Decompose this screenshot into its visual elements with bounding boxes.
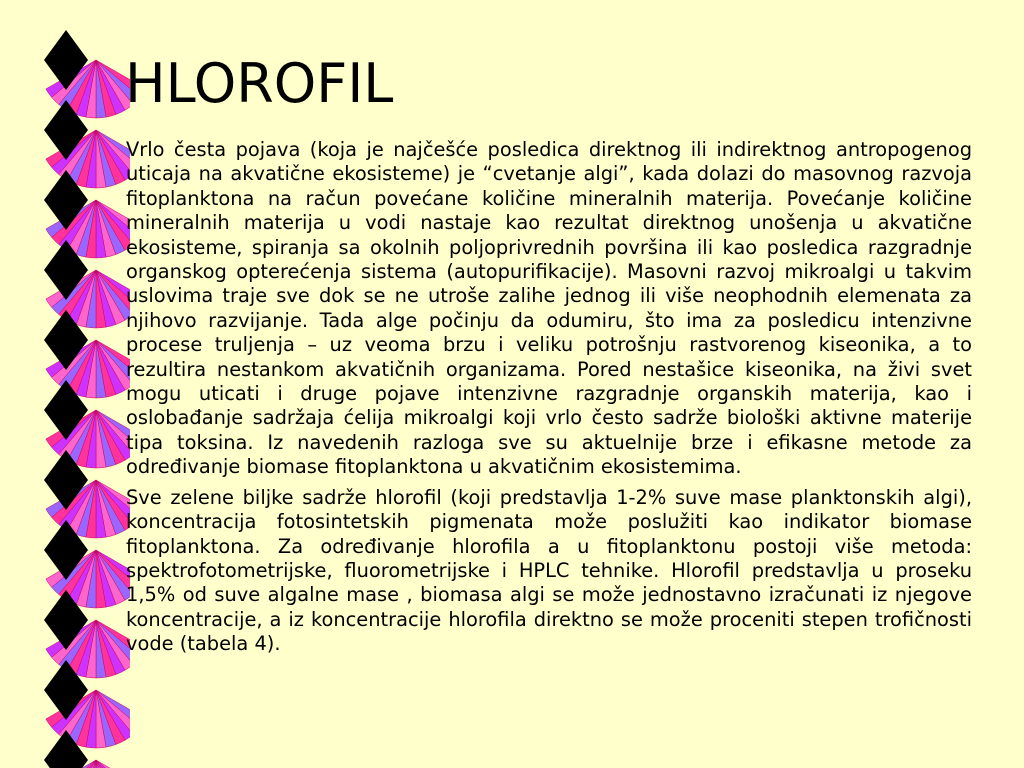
slide-title: HLOROFIL: [125, 52, 394, 115]
decorative-fan-border: [0, 0, 130, 768]
paragraph-eutrophication: Vrlo česta pojava (koja je najčešće posledica direktnog ili indirektnog antropogenog uticaja na akvatične ekosisteme) je “cvetanje algi”, kada dolazi do masovnog razvoja fitoplanktona na račun povećane količine mineralnih materija. Povećanje količine mineralnih materija u vodi nastaje kao rezultat direktnog unošenja u akvatične ekosisteme, spiranja sa okolnih poljoprivrednih površina ili kao posledica razgradnje organskog opterećenja sistema (autopurifikacije). Masovni razvoj mikroalgi u takvim uslovima traje sve dok se ne utroše zalihe jednog ili više neophodnih elemenata za njihovo razvijanje. Tada alge počinju da odumiru, što ima za posledicu intenzivne procese truljenja – uz veoma brzu i veliku potrošnju rastvorenog kiseonika, a to rezultira nestankom akvatičnih organizama. Pored nestašice kiseonika, na živi svet mogu uticati i druge pojave intenzivne razgradnje organskih materija, kao i oslobađanje sadržaja ćelija mikroalgi koji vrlo često sadrže biološki aktivne materije tipa toksina. Iz navedenih razloga sve su aktuelnije brze i efikasne metode za određivanje biomase fitoplanktona u akvatičnim ekosistemima.: [126, 138, 972, 479]
paragraph-chlorophyll: Sve zelene biljke sadrže hlorofil (koji predstavlja 1-2% suve mase planktonskih algi), koncentracija fotosintetskih pigmenata može poslužiti kao indikator biomase fitoplanktona. Za određivanje hlorofila a u fitoplanktonu postoji više metoda: spektrofotometrijske, fluorometrijske i HPLC tehnike. Hlorofil predstavlja u proseku 1,5% od suve algalne mase , biomasa algi se može jednostavno izračunati iz njegove koncentracije, a iz koncentracije hlorofila direktno se može proceniti stepen trofičnosti vode (tabela 4).: [126, 485, 972, 656]
slide-body: [126, 138, 972, 663]
